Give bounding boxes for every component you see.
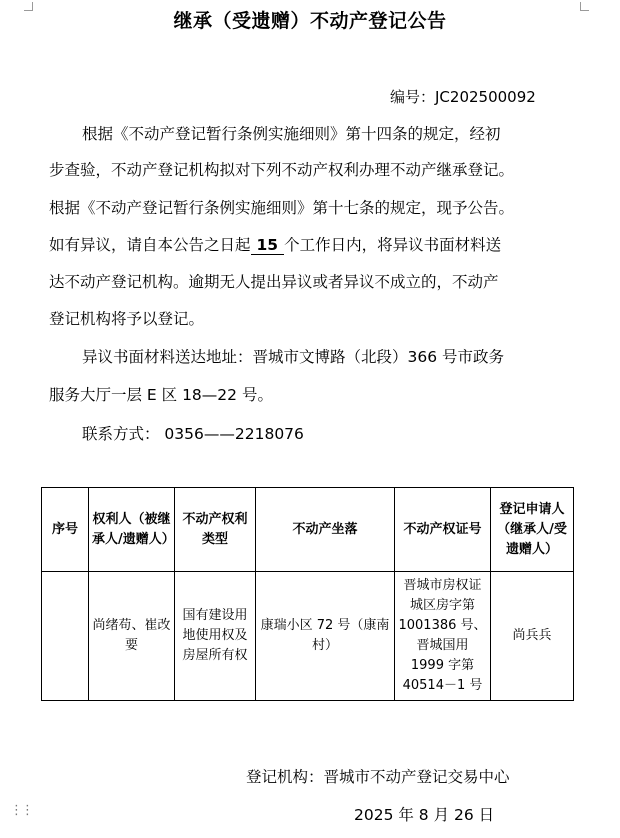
cell-right-type: 国有建设用地使用权及房屋所有权	[175, 572, 256, 701]
body-line-3: 根据《不动产登记暂行条例实施细则》第十七条的规定，现予公告。	[49, 199, 515, 217]
announcement-date: 2025 年 8 月 26 日	[354, 806, 495, 824]
table-header-row	[42, 488, 574, 572]
registration-agency: 登记机构：晋城市不动产登记交易中心	[246, 768, 510, 786]
body-line-4	[49, 233, 501, 255]
body-line-6: 登记机构将予以登记。	[49, 310, 205, 328]
header-location: 不动产坐落	[256, 488, 395, 572]
body-line-2: 步查验，不动产登记机构拟对下列不动产权利办理不动产继承登记。	[49, 161, 515, 179]
registration-table	[41, 487, 574, 701]
contact-line: 联系方式： 0356——2218076	[82, 425, 304, 443]
drag-handle-icon[interactable]: ⋮⋮	[10, 803, 32, 818]
header-holder: 权利人（被继承人/遗赠人）	[89, 488, 175, 572]
cell-cert-no: 晋城市房权证城区房字第 1001386 号、晋城国用 1999 字第 40514－1 号	[395, 572, 491, 701]
objection-days: 15	[251, 236, 285, 255]
header-seq: 序号	[42, 488, 89, 572]
header-applicant: 登记申请人（继承人/受遗赠人）	[491, 488, 574, 572]
page-title: 继承（受遗赠）不动产登记公告	[173, 10, 447, 32]
body-line-4-post: 个工作日内，将异议书面材料送	[284, 236, 502, 254]
body-line-1: 根据《不动产登记暂行条例实施细则》第十四条的规定，经初	[82, 125, 501, 143]
header-right-type: 不动产权利类型	[175, 488, 256, 572]
body-line-5: 达不动产登记机构。逾期无人提出异议或者异议不成立的，不动产	[49, 273, 499, 291]
header-cert-no: 不动产权证号	[395, 488, 491, 572]
table-row	[42, 572, 574, 701]
cell-holder: 尚绪苟、崔改要	[89, 572, 175, 701]
address-line-2: 服务大厅一层 E 区 18—22 号。	[49, 386, 273, 404]
document-number: 编号：JC202500092	[390, 88, 536, 106]
cell-seq	[42, 572, 89, 701]
cell-applicant: 尚兵兵	[491, 572, 574, 701]
cell-location: 康瑞小区 72 号（康南村）	[256, 572, 395, 701]
address-line-1: 异议书面材料送达地址：晋城市文博路（北段）366 号市政务	[82, 348, 505, 366]
body-line-4-pre: 如有异议，请自本公告之日起	[49, 236, 251, 254]
